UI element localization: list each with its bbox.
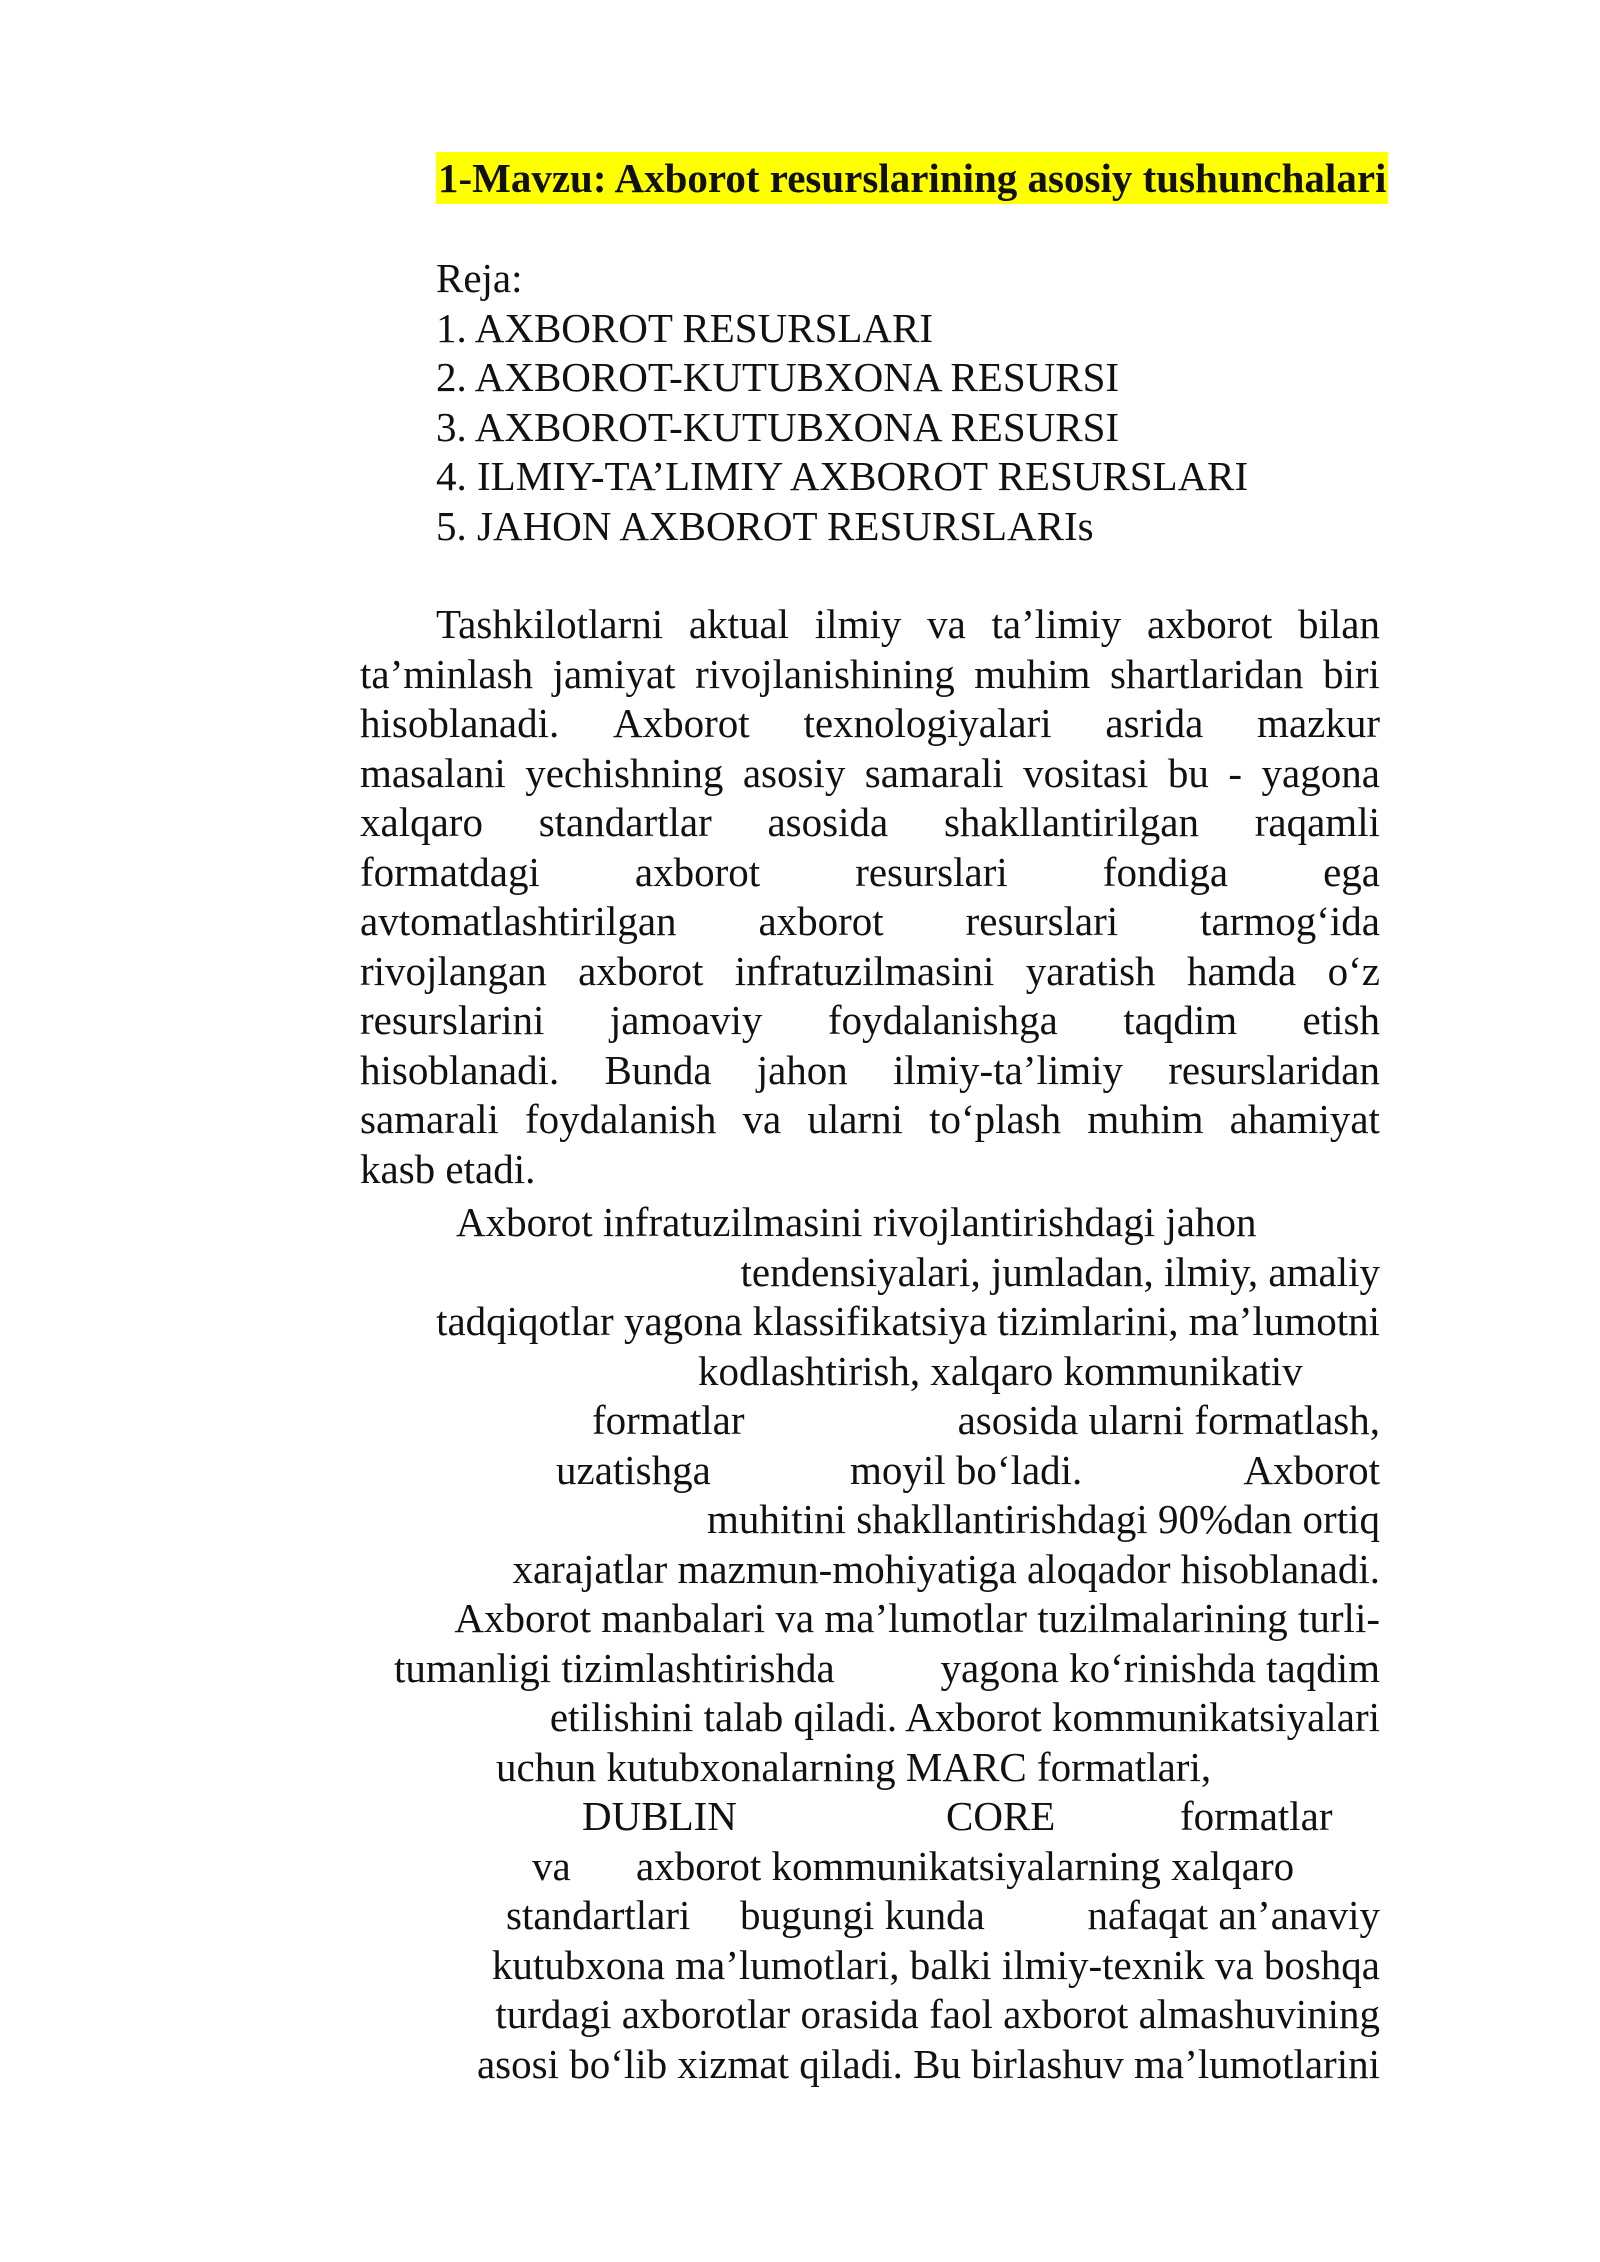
word: rivojlanishining xyxy=(695,650,955,697)
text-line xyxy=(360,1743,1380,1793)
word: etish xyxy=(1302,997,1380,1043)
word: foydalanishga xyxy=(827,997,1058,1043)
word: resurslari xyxy=(965,898,1119,944)
text-line xyxy=(360,1145,1380,1195)
text-line xyxy=(360,1297,1380,1347)
word: vositasi xyxy=(1023,749,1149,796)
text-line xyxy=(360,749,1380,799)
line-text: muhitini shakllantirishdagi 90%dan ortiq xyxy=(707,1496,1380,1542)
text-line xyxy=(360,1347,1380,1397)
line-text: tadqiqotlar yagona klassifikatsiya tizimlarini, ma’lumotni xyxy=(436,1298,1380,1344)
plan-item: 5. JAHON AXBOROT RESURSLARIs xyxy=(436,502,1094,549)
plan-heading: Reja: xyxy=(436,255,523,301)
line-text: asosida ularni formatlash, xyxy=(957,1397,1380,1443)
word: to‘plash xyxy=(929,1096,1062,1142)
line-text: Axborot xyxy=(1243,1446,1380,1493)
word: bu xyxy=(1167,749,1209,796)
word: shakllantirilgan xyxy=(943,799,1199,845)
word: jahon xyxy=(756,1046,848,1093)
text-line xyxy=(360,1990,1380,2040)
text-line xyxy=(360,1842,1380,1892)
word: ilmiy-ta’limiy xyxy=(892,1046,1124,1093)
line-text: va xyxy=(532,1842,571,1889)
word: biri xyxy=(1323,650,1380,697)
text-line xyxy=(360,1792,1380,1842)
word: xalqaro xyxy=(360,799,483,845)
word: axborot xyxy=(634,848,761,895)
text-line xyxy=(360,996,1380,1046)
text-line xyxy=(360,1693,1380,1743)
word: jamoaviy xyxy=(609,997,763,1043)
word: asosiy xyxy=(742,749,846,796)
line-text: Axborot manbalari va ma’lumotlar tuzilmalarining turli- xyxy=(454,1595,1380,1641)
page-title: 1-Mavzu: Axborot resurslarining asosiy tushunchalari xyxy=(436,152,1388,204)
word: ularni xyxy=(807,1096,903,1142)
line-text: DUBLIN xyxy=(582,1793,737,1839)
line-text: bugungi kunda xyxy=(740,1892,985,1938)
line-text: uchun kutubxonalarning MARC formatlari, xyxy=(496,1743,1212,1790)
word: infratuzilmasini xyxy=(734,947,995,994)
line-text: tumanligi tizimlashtirishda xyxy=(394,1644,835,1691)
paragraph-2 xyxy=(360,1198,1380,2089)
word: ilmiy xyxy=(814,601,902,647)
line-text: axborot kommunikatsiyalarning xalqaro xyxy=(636,1842,1295,1889)
word: shartlaridan xyxy=(1109,650,1304,697)
word: avtomatlashtirilgan xyxy=(360,898,677,944)
line-text: turdagi axborotlar orasida faol axborot almashuvining xyxy=(495,1991,1380,2037)
line-text: formatlar xyxy=(592,1397,745,1443)
word: raqamli xyxy=(1254,799,1380,845)
plan-item: 4. ILMIY-TA’LIMIY AXBOROT RESURSLARI xyxy=(436,453,1249,499)
word: Tashkilotlarni xyxy=(436,601,664,647)
plan-list xyxy=(436,254,1248,551)
text-line xyxy=(360,1495,1380,1545)
text-line xyxy=(360,1198,1380,1248)
word: standartlar xyxy=(538,799,712,845)
word: foydalanish xyxy=(525,1096,717,1142)
word: aktual xyxy=(688,601,790,647)
line-text: kutubxona ma’lumotlari, balki ilmiy-texnik va boshqa xyxy=(491,1941,1380,1988)
word: rivojlangan xyxy=(360,947,547,994)
word: ta’minlash xyxy=(360,650,534,697)
word: ahamiyat xyxy=(1229,1096,1380,1142)
word: kasb etadi. xyxy=(360,1145,536,1192)
word: samarali xyxy=(360,1096,499,1142)
word: asosida xyxy=(767,799,889,845)
line-text: etilishini talab qiladi. Axborot kommunikatsiyalari xyxy=(549,1694,1380,1740)
line-text: formatlar xyxy=(1180,1793,1333,1839)
text-line xyxy=(360,798,1380,848)
line-text: kodlashtirish, xalqaro kommunikativ xyxy=(698,1347,1303,1394)
word: yagona xyxy=(1261,749,1380,796)
word: hamda xyxy=(1186,947,1297,994)
word: va xyxy=(742,1096,782,1142)
word: axborot xyxy=(578,947,704,994)
text-line xyxy=(360,650,1380,700)
word: formatdagi xyxy=(360,848,540,895)
text-line xyxy=(360,1545,1380,1595)
plan-item: 1. AXBOROT RESURSLARI xyxy=(436,304,934,351)
paragraph-1 xyxy=(360,600,1380,1194)
word: hisoblanadi. xyxy=(360,700,560,746)
text-line xyxy=(360,1594,1380,1644)
word: hisoblanadi. xyxy=(360,1046,560,1093)
line-text: CORE xyxy=(946,1793,1056,1839)
word: yechishning xyxy=(525,749,724,796)
word: samarali xyxy=(864,749,1004,796)
text-line xyxy=(360,2040,1380,2090)
text-line xyxy=(360,1046,1380,1096)
word: axborot xyxy=(1147,601,1273,647)
plan-item: 2. AXBOROT-KUTUBXONA RESURSI xyxy=(436,354,1120,400)
word: ega xyxy=(1323,848,1380,895)
text-line xyxy=(360,1941,1380,1991)
text-line xyxy=(360,848,1380,898)
line-text: uzatishga xyxy=(556,1446,711,1493)
word: bilan xyxy=(1298,601,1380,647)
line-text: tendensiyalari, jumladan, ilmiy, amaliy xyxy=(740,1248,1380,1295)
word: ta’limiy xyxy=(991,601,1122,647)
word: masalani xyxy=(360,749,506,796)
word: resurslarini xyxy=(360,997,545,1043)
word: Axborot xyxy=(613,700,750,746)
word: tarmog‘ida xyxy=(1200,898,1380,944)
text-line xyxy=(360,897,1380,947)
word: fondiga xyxy=(1102,848,1229,895)
word: taqdim xyxy=(1123,997,1238,1043)
word: texnologiyalari xyxy=(803,700,1052,746)
text-line xyxy=(360,1891,1380,1941)
text-line xyxy=(360,1095,1380,1145)
word: resurslari xyxy=(855,848,1008,895)
word: asrida xyxy=(1105,700,1204,746)
word: mazkur xyxy=(1257,700,1380,746)
word: Bunda xyxy=(604,1046,712,1093)
text-line xyxy=(360,699,1380,749)
line-text: standartlari xyxy=(506,1892,691,1938)
word: muhim xyxy=(1087,1096,1204,1142)
word: va xyxy=(927,601,966,647)
line-text: xarajatlar mazmun-mohiyatiga aloqador hisoblanadi. xyxy=(512,1545,1380,1592)
word: axborot xyxy=(758,898,884,944)
text-line xyxy=(360,1446,1380,1496)
line-text: moyil bo‘ladi. xyxy=(850,1446,1083,1493)
word: muhim xyxy=(974,650,1091,697)
word: resurslaridan xyxy=(1168,1046,1380,1093)
line-text: Axborot infratuzilmasini rivojlantirishdagi jahon xyxy=(456,1199,1257,1245)
line-text: nafaqat an’anaviy xyxy=(1087,1892,1380,1938)
word: - xyxy=(1228,749,1243,796)
line-text: asosi bo‘lib xizmat qiladi. Bu birlashuv ma’lumotlarini xyxy=(476,2040,1380,2087)
text-line xyxy=(360,947,1380,997)
text-line xyxy=(360,600,1380,650)
text-line xyxy=(360,1248,1380,1298)
text-line xyxy=(360,1644,1380,1694)
word: jamiyat xyxy=(552,650,676,697)
word: yaratish xyxy=(1025,947,1156,994)
plan-item: 3. AXBOROT-KUTUBXONA RESURSI xyxy=(436,403,1120,450)
line-text: yagona ko‘rinishda taqdim xyxy=(940,1644,1380,1691)
word: o‘z xyxy=(1327,947,1380,994)
text-line xyxy=(360,1396,1380,1446)
